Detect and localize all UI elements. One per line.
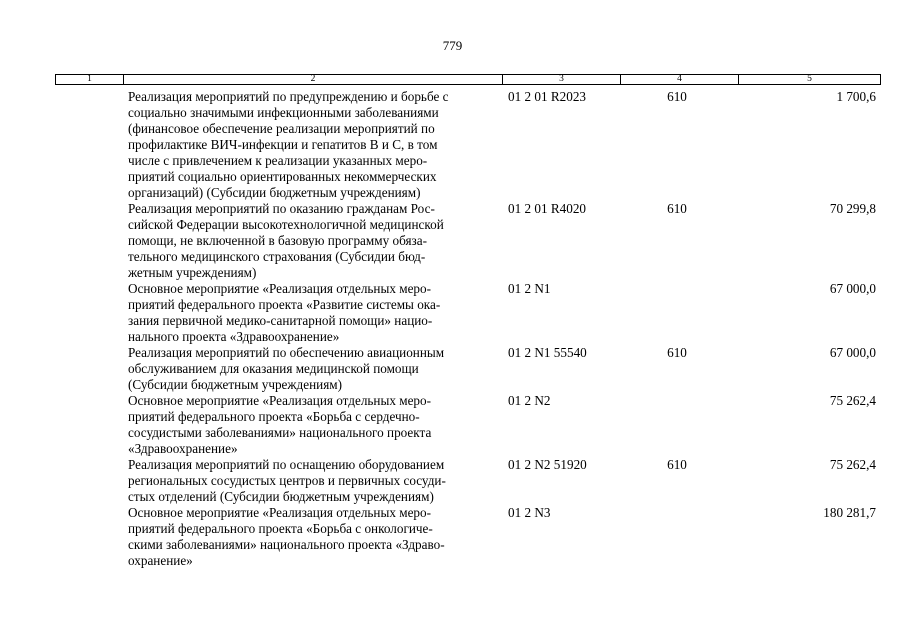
- row-name: Основное мероприятие «Реализация отдельных меро- приятий федерального проекта «Борьба с онкологиче- скими заболеваниями» национального проекта «Здраво- охранение»: [128, 505, 445, 568]
- row-expense-type: 610: [667, 345, 687, 360]
- column-header-row: [55, 74, 881, 85]
- column-header-5: 5: [807, 74, 812, 84]
- row-amount: 75 262,4: [829, 393, 876, 408]
- row-code: 01 2 N2 51920: [508, 457, 587, 472]
- column-header-3: 3: [503, 75, 621, 84]
- row-amount: 1 700,6: [836, 89, 876, 104]
- row-code: 01 2 N2: [508, 393, 551, 408]
- row-amount: 70 299,8: [829, 201, 876, 216]
- row-name: Реализация мероприятий по оснащению оборудованием региональных сосудистых центров и первичных сосуди- стых отделений (Субсидии бюджетным учреждениям): [128, 457, 446, 504]
- table-body: [0, 89, 905, 569]
- row-expense-type: 610: [667, 457, 687, 472]
- row-expense-type: 610: [667, 89, 687, 104]
- row-name: Реализация мероприятий по оказанию гражданам Рос- сийской Федерации высокотехнологичной медицинской помощи, не включенной в базовую программу обяза- тельного медицинского страхования (Субсидии бюд- жетным учреждениям): [128, 201, 444, 280]
- table-row: [0, 281, 905, 345]
- row-name: Реализация мероприятий по обеспечению авиационным обслуживанием для оказания медицинской помощи (Субсидии бюджетным учреждениям): [128, 345, 445, 392]
- row-name: Основное мероприятие «Реализация отдельных меро- приятий федерального проекта «Борьба с сердечно- сосудистыми заболеваниями» национального проекта «Здравоохранение»: [128, 393, 432, 456]
- table-row: [0, 505, 905, 569]
- column-header-2: 2: [124, 75, 503, 84]
- row-expense-type: 610: [667, 201, 687, 216]
- row-amount: 75 262,4: [829, 457, 876, 472]
- column-header-1: 1: [56, 75, 124, 84]
- row-amount: 180 281,7: [823, 505, 876, 520]
- table-row: [0, 457, 905, 505]
- table-row: [0, 201, 905, 281]
- row-amount: 67 000,0: [829, 281, 876, 296]
- row-name: Основное мероприятие «Реализация отдельных меро- приятий федерального проекта «Развитие системы ока- зания первичной медико-санитарной помощи» нацио- нального проекта «Здравоохранение»: [128, 281, 441, 344]
- row-amount: 67 000,0: [829, 345, 876, 360]
- row-code: 01 2 N1: [508, 281, 551, 296]
- table-row: [0, 393, 905, 457]
- row-code: 01 2 N3: [508, 505, 551, 520]
- page-number: 779: [442, 38, 463, 53]
- row-code: 01 2 01 R4020: [508, 201, 587, 216]
- row-code: 01 2 N1 55540: [508, 345, 587, 360]
- column-header-4: 4: [621, 75, 739, 84]
- table-row: [0, 345, 905, 393]
- row-code: 01 2 01 R2023: [508, 89, 587, 104]
- row-name: Реализация мероприятий по предупреждению и борьбе с социально значимыми инфекционными заболеваниями (финансовое обеспечение реализации мероприятий по профилактике ВИЧ-инфекции и гепатитов В и С, в том числе с привлечением к реализации указанных меро- приятий социально ориентированных некоммерческих организаций) (Субсидии бюджетным учреждениям): [128, 89, 449, 200]
- table-row: [0, 89, 905, 201]
